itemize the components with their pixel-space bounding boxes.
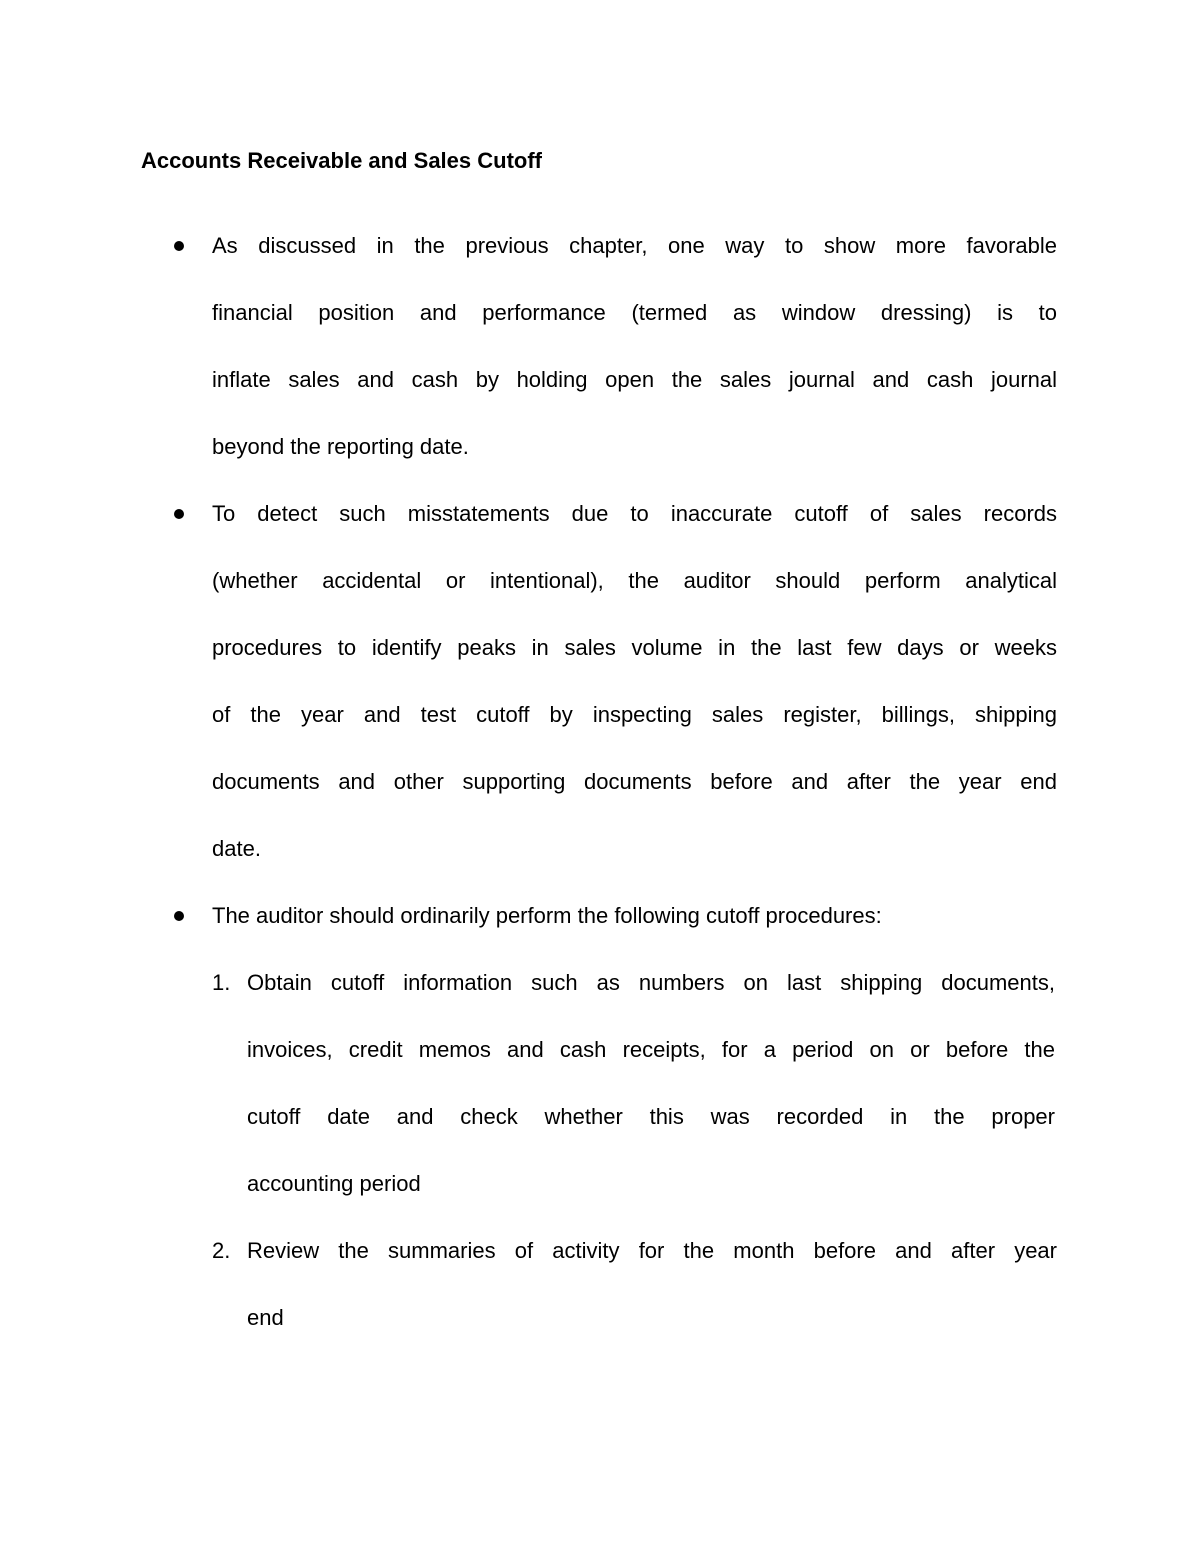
bullet-1-line-4: beyond the reporting date. [212, 434, 469, 459]
numbered-item-2-line-1: Review the summaries of activity for the month before and after year [247, 1238, 1057, 1263]
bullet-1-line-1: As discussed in the previous chapter, one way to show more favorable [212, 233, 1057, 258]
bullet-2-line-2: (whether accidental or intentional), the auditor should perform analytical [212, 568, 1057, 593]
bullet-2-line-4: of the year and test cutoff by inspecting sales register, billings, shipping [212, 702, 1057, 727]
bullet-2-line-3: procedures to identify peaks in sales volume in the last few days or weeks [212, 635, 1057, 660]
page-title: Accounts Receivable and Sales Cutoff [141, 148, 542, 173]
bullet-marker [174, 241, 184, 251]
bullet-3-line-1: The auditor should ordinarily perform the following cutoff procedures: [212, 903, 882, 928]
numbered-item-1-marker: 1. [212, 970, 231, 995]
bullet-1-line-3: inflate sales and cash by holding open the sales journal and cash journal [212, 367, 1057, 392]
numbered-item-2-marker: 2. [212, 1238, 231, 1263]
numbered-item-1-line-1: Obtain cutoff information such as numbers on last shipping documents, [247, 970, 1055, 995]
bullet-2-line-5: documents and other supporting documents before and after the year end [212, 769, 1057, 794]
numbered-item-1-line-4: accounting period [247, 1171, 421, 1196]
bullet-1-line-2: financial position and performance (termed as window dressing) is to [212, 300, 1057, 325]
bullet-2-line-6: date. [212, 836, 261, 861]
bullet-marker [174, 509, 184, 519]
numbered-item-2-line-2: end [247, 1305, 284, 1330]
numbered-item-1-line-2: invoices, credit memos and cash receipts, for a period on or before the [247, 1037, 1055, 1062]
bullet-marker [174, 911, 184, 921]
numbered-item-1-line-3: cutoff date and check whether this was recorded in the proper [247, 1104, 1055, 1129]
bullet-2-line-1: To detect such misstatements due to inaccurate cutoff of sales records [212, 501, 1057, 526]
